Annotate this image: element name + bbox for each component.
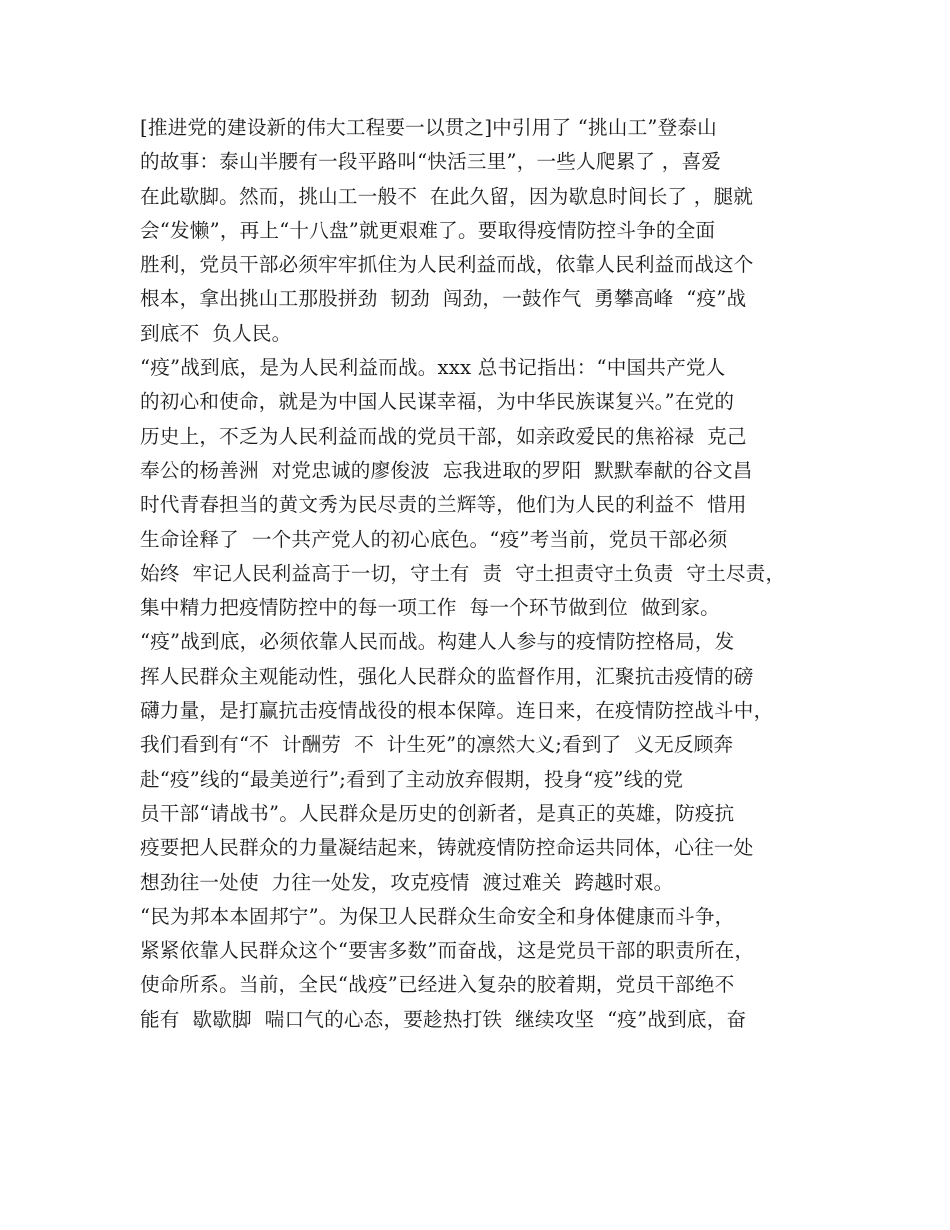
text-line: “民为邦本本固邦宁”。为保卫人民群众生命安全和身体健康而斗争， (140, 904, 735, 928)
text-line: 挥人民群众主观能动性，强化人民群众的监督作用，汇聚抗击疫情的磅 (140, 664, 754, 688)
text-line: 集中精力把疫情防控中的每一项工作 每一个环节做到位 做到家。 (140, 596, 720, 620)
text-line: 使命所系。当前，全民“战疫”已经进入复杂的胶着期，党员干部绝不 (140, 973, 735, 997)
text-line: 能有 歇歇脚 喘口气的心态，要趁热打铁 继续攻坚 “疫”战到底，奋 (140, 1007, 747, 1031)
text-line: “疫”战到底，是为人民利益而战。xxx 总书记指出：“中国共产党人 (140, 356, 726, 380)
text-line: 时代青春担当的黄文秀为民尽责的兰辉等，他们为人民的利益不 惜用 (140, 493, 747, 517)
document-body (140, 111, 830, 1037)
text-line: 到底不 负人民。 (140, 321, 292, 345)
text-line: 胜利，党员干部必须牢牢抓住为人民利益而战，依靠人民利益而战这个 (140, 253, 754, 277)
text-line: 的故事：泰山半腰有一段平路叫“快活三里”，一些人爬累了 ，喜爱 (140, 150, 722, 174)
text-line: 疫要把人民群众的力量凝结起来，铸就疫情防控命运共同体，心往一处 (140, 836, 754, 860)
text-line: 礴力量，是打赢抗击疫情战役的根本保障。连日来，在疫情防控战斗中， (140, 699, 774, 723)
text-line: 的初心和使命，就是为中国人民谋幸福，为中华民族谋复兴。”在党的 (140, 390, 735, 414)
text-line: 始终 牢记人民利益高于一切，守土有 责 守土担责守土负责 守土尽责， (140, 561, 786, 585)
text-line: [推进党的建设新的伟大工程要一以贯之]中引用了 “挑山工”登泰山 (140, 116, 717, 139)
text-line: 历史上，不乏为人民利益而战的党员干部，如亲政爱民的焦裕禄 克己 (140, 424, 747, 448)
text-line: 会“发懒”，再上“十八盘”就更艰难了。要取得疫情防控斗争的全面 (140, 218, 716, 242)
text-line: 我们看到有“不 计酬劳 不 计生死”的凛然大义;看到了 义无反顾奔 (140, 733, 734, 757)
text-line: 员干部“请战书”。人民群众是历史的创新者，是真正的英雄，防疫抗 (140, 801, 735, 825)
text-line: “疫”战到底，必须依靠人民而战。构建人人参与的疫情防控格局，发 (140, 630, 735, 654)
text-line: 根本，拿出挑山工那股拼劲 韧劲 闯劲，一鼓作气 勇攀高峰 “疫”战 (140, 287, 747, 311)
text-line: 想劲往一处使 力往一处发，攻克疫情 渡过难关 跨越时艰。 (140, 870, 674, 894)
text-line: 赴“疫”线的“最美逆行”;看到了主动放弃假期，投身“疫”线的党 (140, 767, 684, 791)
text-line: 生命诠释了 一个共产党人的初心底色。“疫”考当前，党员干部必须 (140, 527, 728, 551)
text-line: 奉公的杨善洲 对党忠诚的廖俊波 忘我进取的罗阳 默默奉献的谷文昌 (140, 458, 753, 482)
text-line: 紧紧依靠人民群众这个“要害多数”而奋战，这是党员干部的职责所在， (140, 939, 755, 963)
text-line: 在此歇脚。然而，挑山工一般不 在此久留，因为歇息时间长了 ，腿就 (140, 184, 754, 208)
